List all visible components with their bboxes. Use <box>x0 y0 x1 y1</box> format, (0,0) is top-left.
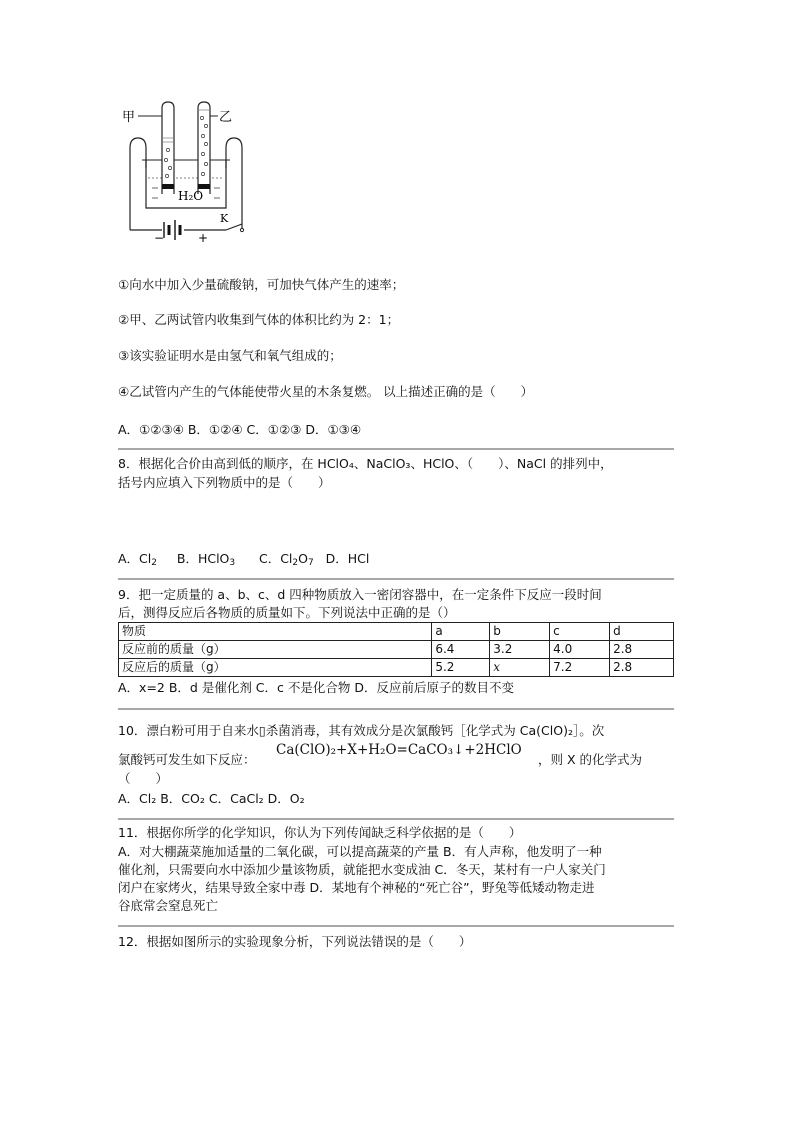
label-yi: 乙 <box>219 110 233 125</box>
q8-option-a: A．Cl <box>118 551 152 566</box>
q7-statement-2: ②甲、乙两试管内收集到气体的体积比约为 2：1； <box>118 312 400 327</box>
table-header-row <box>119 623 674 641</box>
separator-3 <box>118 708 674 710</box>
tube-jia <box>162 102 174 194</box>
separator-2 <box>118 578 674 580</box>
q7-statement-3: ③该实验证明水是由氢气和氧气组成的； <box>118 348 342 363</box>
separator-4 <box>118 818 674 820</box>
q12-stem: 12．根据如图所示的实验现象分析，下列说法错误的是（ ） <box>118 934 472 949</box>
switch-contact <box>240 228 243 231</box>
table-cell: 反应后的质量（g） <box>119 659 432 677</box>
battery <box>164 220 180 240</box>
q9-options: A．x=2 B．d 是催化剂 C．c 不是化合物 D．反应前后原子的数目不变 <box>118 680 514 695</box>
table-cell: c <box>550 623 610 641</box>
q10-equation: Ca(ClO)₂+X+H₂O=CaCO₃↓+2HClO <box>276 742 522 758</box>
label-k: K <box>220 212 229 225</box>
q10-options: A．Cl₂ B．CO₂ C．CaCl₂ D．O₂ <box>118 791 305 806</box>
electrolysis-figure <box>118 98 268 250</box>
q10-stem-line-3: （ ） <box>118 771 169 786</box>
q8-stem-line-1: 8．根据化合价由高到低的顺序，在 HClO₄、NaClO₃、HClO、（ ）、NaCl 的排列中， <box>118 456 613 471</box>
q10-stem-line-2-end: ，则 X 的化学式为 <box>538 752 643 767</box>
q9-stem-line-1: 9．把一定质量的 a、b、c、d 四种物质放入一密闭容器中，在一定条件下反应一段时间 <box>118 587 602 602</box>
q7-statement-4: ④乙试管内产生的气体能使带火星的木条复燃。 以上描述正确的是（ ） <box>118 384 534 399</box>
table-cell: 3.2 <box>490 641 550 659</box>
table-cell: 2.8 <box>610 641 674 659</box>
right-outer-tube <box>226 138 242 230</box>
label-minus: − <box>154 231 165 245</box>
table-cell: x <box>490 659 550 677</box>
tube-yi <box>198 102 210 194</box>
table-cell: a <box>432 623 490 641</box>
q11-stem: 11．根据你所学的化学知识，你认为下列传闻缺乏科学依据的是（ ） <box>118 825 522 840</box>
table-cell: 7.2 <box>550 659 610 677</box>
q10-stem-line-1: 10．漂白粉可用于自来水▯杀菌消毒，其有效成分是次氯酸钙［化学式为 Ca(ClO)₂］。次 <box>118 723 605 738</box>
table-cell: 2.8 <box>610 659 674 677</box>
electrode-left <box>162 184 174 189</box>
q11-options-line-4: 谷底常会窒息死亡 <box>118 898 219 913</box>
q8-option-b: B．HClO <box>176 551 230 566</box>
q9-stem-line-2: 后，测得反应后各物质的质量如下。下列说法中正确的是（） <box>118 605 456 620</box>
q8-option-c: C．Cl <box>258 551 293 566</box>
table-cell: b <box>490 623 550 641</box>
table-row <box>119 641 674 659</box>
separator-1 <box>118 448 674 450</box>
table-cell: 4.0 <box>550 641 610 659</box>
q9-mass-table <box>118 622 674 677</box>
table-cell: d <box>610 623 674 641</box>
q11-options-line-3: 闭户在家烤火，结果导致全家中毒 D．某地有个神秘的“死亡谷”，野兔等低矮动物走进 <box>118 880 595 895</box>
table-cell: 物质 <box>119 623 432 641</box>
q7-statement-1: ①向水中加入少量硫酸钠，可加快气体产生的速率； <box>118 277 405 292</box>
q11-options-line-2: 催化剂，只需要向水中添加少量该物质，就能把水变成油 C．冬天，某村有一户人家关门 <box>118 862 606 877</box>
separator-5 <box>118 925 674 927</box>
label-water: H₂O <box>178 189 204 203</box>
q8-option-d: D．HCl <box>325 551 370 566</box>
q8-options: A．$Cl_2$ B．HClO$_3$ C．$Cl_2O_7$ D．HCl <box>118 551 370 568</box>
label-jia: 甲 <box>122 110 136 125</box>
q7-options: A．①②③④ B．①②④ C．①②③ D．①③④ <box>118 422 362 437</box>
table-cell: 反应前的质量（g） <box>119 641 432 659</box>
table-row <box>119 659 674 677</box>
table-cell: 5.2 <box>432 659 490 677</box>
table-cell: 6.4 <box>432 641 490 659</box>
left-outer-tube <box>130 138 146 230</box>
label-plus: + <box>198 231 209 245</box>
q8-stem-line-2: 括号内应填入下列物质中的是（ ） <box>118 475 331 490</box>
q10-stem-line-2: 氯酸钙可发生如下反应： <box>118 752 256 767</box>
q11-options-line-1: A．对大棚蔬菜施加适量的二氧化碳，可以提高蔬菜的产量 B．有人声称，他发明了一种 <box>118 844 602 859</box>
